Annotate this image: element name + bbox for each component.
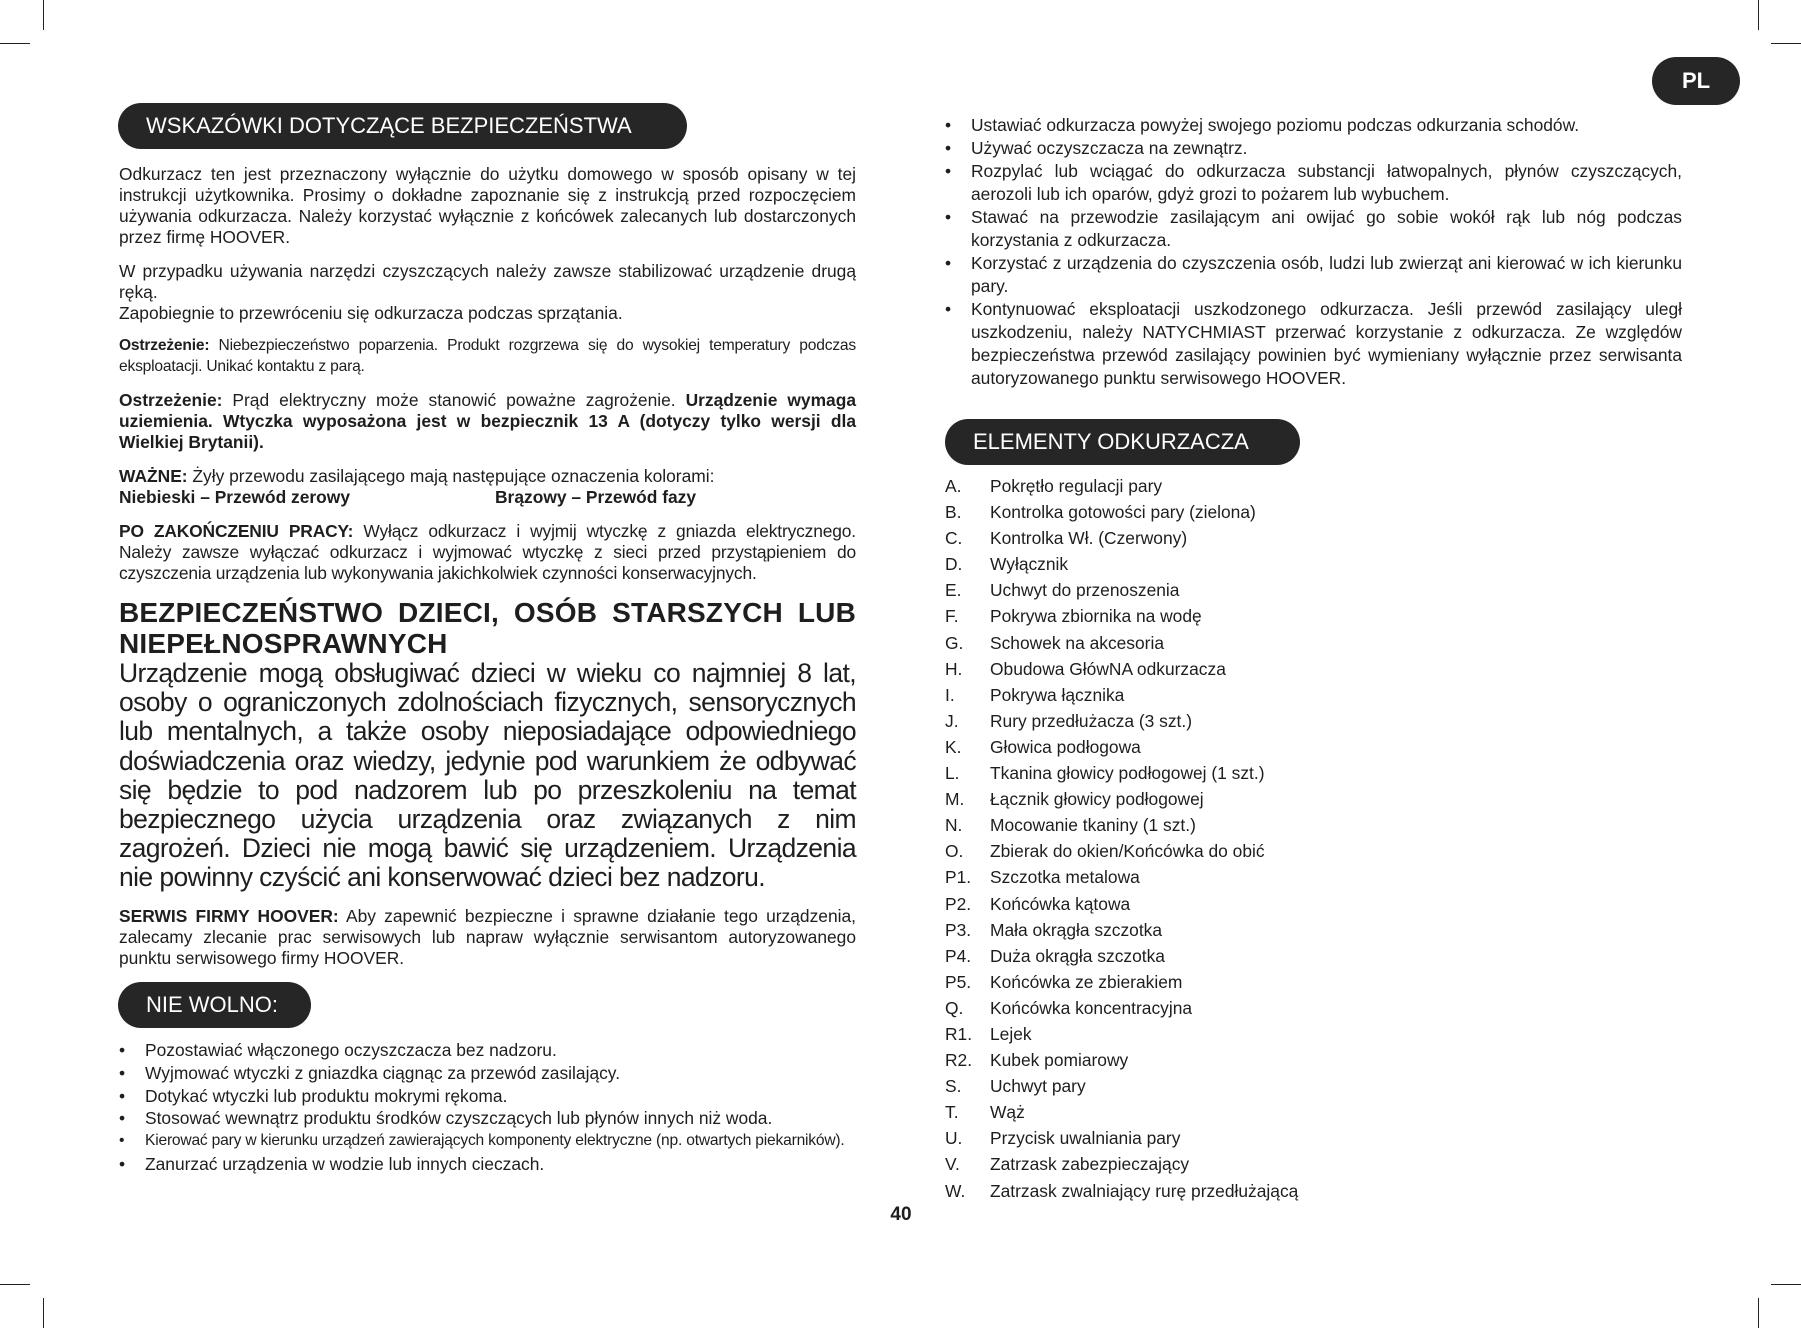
part-label: Tkanina głowicy podłogowej (1 szt.): [990, 763, 1265, 784]
part-label: Lejek: [990, 1023, 1032, 1044]
part-label: Pokrywa zbiornika na wodę: [990, 606, 1202, 627]
bullet-icon: •: [945, 299, 952, 319]
list-item: [945, 682, 1298, 708]
stabilize-paragraph: [119, 261, 856, 324]
language-tab: PL: [1652, 57, 1740, 105]
child-safety-heading: BEZPIECZEŃSTWO DZIECI, OSÓB STARSZYCH LUB NIEPEŁNOSPRAWNYCH: [119, 597, 856, 659]
part-code: P1.: [945, 867, 972, 888]
list-item: [945, 917, 1298, 943]
part-label: Mocowanie tkaniny (1 szt.): [990, 815, 1196, 836]
list-item: [119, 1153, 856, 1176]
part-code: T.: [945, 1102, 959, 1123]
earthing-text: Urządzenie wymaga uziemienia. Wtyczka wyposażona jest w bezpiecznik 13 A (dotyczy tylko wersji dla Wielkiej Brytanii).: [119, 390, 856, 452]
list-item-text: Kierować pary w kierunku urządzeń zawierających komponenty elektryczne (np. otwartych piekarników).: [145, 1132, 845, 1150]
part-code: W.: [945, 1180, 966, 1201]
bullet-icon: •: [945, 138, 952, 158]
list-item: [945, 298, 1682, 390]
part-code: D.: [945, 554, 963, 575]
part-label: Rury przedłużacza (3 szt.): [990, 710, 1192, 731]
list-item: [945, 551, 1298, 577]
part-code: P2.: [945, 893, 972, 914]
list-item: [945, 1151, 1298, 1177]
stabilize-text: W przypadku używania narzędzi czyszczących należy zawsze stabilizować urządzenie drugą ręką.: [119, 261, 856, 302]
blue-wire-label: Niebieski – Przewód zerowy: [119, 487, 350, 507]
safety-section-title: WSKAZÓWKI DOTYCZĄCE BEZPIECZEŃSTWA: [118, 103, 687, 149]
list-item: [945, 1178, 1298, 1204]
part-label: Kontrolka Wł. (Czerwony): [990, 528, 1188, 549]
list-item: [945, 812, 1298, 838]
dont-section-title: NIE WOLNO:: [118, 982, 311, 1028]
part-label: Uchwyt do przenoszenia: [990, 580, 1180, 601]
list-item: [945, 577, 1298, 603]
part-code: R1.: [945, 1023, 973, 1044]
list-item: [945, 708, 1298, 734]
crop-mark: [1771, 43, 1801, 44]
list-item: [945, 499, 1298, 525]
list-item: [945, 525, 1298, 551]
part-label: Wąż: [990, 1102, 1025, 1123]
part-label: Kontrolka gotowości pary (zielona): [990, 502, 1256, 523]
part-label: Pokrywa łącznika: [990, 684, 1125, 705]
list-item: [945, 603, 1298, 629]
list-item: [945, 1047, 1298, 1073]
list-item: [945, 891, 1298, 917]
list-item: [945, 630, 1298, 656]
warning-label: Ostrzeżenie:: [119, 337, 210, 354]
part-code: P5.: [945, 971, 972, 992]
list-item: [119, 1130, 856, 1153]
important-text: Żyły przewodu zasilającego mają następujące oznaczenia kolorami:: [187, 466, 715, 486]
bullet-icon: •: [945, 253, 952, 273]
part-label: Obudowa GłówNA odkurzacza: [990, 658, 1226, 679]
list-item: [945, 114, 1682, 137]
brown-wire-label: Brązowy – Przewód fazy: [495, 487, 697, 507]
part-code: I.: [945, 684, 955, 705]
bullet-icon: •: [119, 1040, 126, 1060]
service-label: SERWIS FIRMY HOOVER:: [119, 905, 339, 926]
bullet-icon: •: [119, 1153, 126, 1174]
part-label: Końcówka kątowa: [990, 893, 1131, 914]
burn-warning: [119, 335, 856, 377]
list-item: [945, 1021, 1298, 1047]
intro-paragraph: Odkurzacz ten jest przeznaczony wyłącznie do użytku domowego w sposób opisany w tej instrukcji użytkownika. Prosimy o dokładne zapoznanie się z instrukcją przed rozpoczęciem używania odkurzacza. Należy korzystać wyłącznie z końcówek zalecanych lub dostarczonych przez firmę HOOVER.: [119, 164, 856, 247]
list-item: [945, 656, 1298, 682]
list-item-text: Zanurzać urządzenia w wodzie lub innych cieczach.: [145, 1153, 545, 1174]
crop-mark: [43, 0, 44, 30]
list-item: [945, 206, 1682, 252]
list-item: [945, 969, 1298, 995]
part-code: Q.: [945, 997, 964, 1018]
part-label: Wyłącznik: [990, 554, 1069, 575]
list-item: [945, 473, 1298, 499]
part-code: M.: [945, 789, 965, 810]
wire-colors: [119, 487, 856, 508]
after-use-text: Wyłącz odkurzacz i wyjmij wtyczkę z gniazda elektrycznego. Należy zawsze wyłączać odkurzacz i wyjmować wtyczkę z sieci przed przystąpieniem do czyszczenia urządzenia lub wykonywania jakichkolwiek czynności konserwacyjnych.: [119, 521, 856, 583]
list-item-text: Korzystać z urządzenia do czyszczenia osób, ludzi lub zwierząt ani kierować w ich kierunku pary.: [971, 253, 1682, 296]
crop-mark: [43, 1298, 44, 1328]
list-item: [119, 1085, 856, 1108]
service-paragraph: [119, 906, 856, 969]
list-item: [945, 943, 1298, 969]
list-item: [945, 1125, 1298, 1151]
part-label: Łącznik głowicy podłogowej: [990, 789, 1204, 810]
part-code: N.: [945, 815, 963, 836]
list-item: [945, 1099, 1298, 1125]
list-item: [945, 137, 1682, 160]
part-label: Szczotka metalowa: [990, 867, 1140, 888]
part-label: Przycisk uwalniania pary: [990, 1128, 1181, 1149]
warning-label: Ostrzeżenie:: [119, 390, 223, 410]
part-label: Schowek na akcesoria: [990, 632, 1164, 653]
part-label: Mała okrągła szczotka: [990, 919, 1163, 940]
safety-section: [119, 164, 856, 982]
after-use-label: PO ZAKOŃCZENIU PRACY:: [119, 521, 354, 541]
part-code: L.: [945, 763, 960, 784]
part-code: C.: [945, 528, 963, 549]
crop-mark: [1758, 0, 1759, 30]
list-item: [945, 1073, 1298, 1099]
part-label: Kubek pomiarowy: [990, 1050, 1129, 1071]
warning-text: Niebezpieczeństwo poparzenia. Produkt rozgrzewa się do wysokiej temperatury podczas eksploatacji. Unikać kontaktu z parą.: [119, 337, 856, 375]
child-safety-text: Urządzenie mogą obsługiwać dzieci w wieku co najmniej 8 lat, osoby o ograniczonych zdolnościach fizycznych, sensorycznych lub mentalnych, a także osoby nieposiadające odpowiedniego doświadczenia oraz wiedzy, jedynie pod warunkiem że odbywać się będzie to pod nadzorem lub po przeszkoleniu na temat bezpiecznego użycia urządzenia oraz związanych z nim zagrożeń. Dzieci nie mogą bawić się urządzeniem. Urządzenia nie powinny czyścić ani konserwować dzieci bez nadzoru.: [119, 658, 856, 893]
part-label: Zbierak do okien/Końcówka do obić: [990, 841, 1265, 862]
crop-mark: [1758, 1298, 1759, 1328]
list-item-text: Rozpylać lub wciągać do odkurzacza substancji łatwopalnych, płynów czyszczących, aerozoli lub ich oparów, gdyż grozi to pożarem lub wybuchem.: [971, 161, 1682, 204]
part-code: A.: [945, 476, 962, 496]
prevent-text: Zapobiegnie to przewróceniu się odkurzacza podczas sprzątania.: [119, 303, 623, 323]
list-item: [945, 995, 1298, 1021]
part-label: Końcówka ze zbierakiem: [990, 971, 1183, 992]
part-code: O.: [945, 841, 964, 862]
part-code: H.: [945, 658, 963, 679]
list-item-text: Stosować wewnątrz produktu środków czyszczących lub płynów innych niż woda.: [145, 1108, 773, 1129]
bullet-icon: •: [119, 1062, 126, 1083]
list-item: [119, 1107, 856, 1130]
list-item: [945, 760, 1298, 786]
parts-list: [945, 473, 1298, 1204]
part-code: P4.: [945, 945, 972, 966]
bullet-icon: •: [945, 161, 952, 181]
part-code: G.: [945, 632, 964, 653]
part-label: Uchwyt pary: [990, 1076, 1086, 1097]
part-code: K.: [945, 736, 962, 757]
part-code: F.: [945, 606, 959, 627]
service-text: Aby zapewnić bezpieczne i sprawne działanie tego urządzenia, zalecamy zlecanie prac serwisowych lub napraw wyłącznie serwisantom autoryzowanego punktu serwisowego firmy HOOVER.: [119, 905, 857, 968]
part-label: Zatrzask zwalniający rurę przedłużającą: [990, 1180, 1299, 1201]
dont-list-right: [945, 114, 1682, 390]
important-line: [119, 466, 856, 487]
part-code: S.: [945, 1076, 962, 1097]
part-code: U.: [945, 1128, 963, 1149]
bullet-icon: •: [119, 1132, 125, 1150]
list-item-text: Wyjmować wtyczki z gniazdka ciągnąc za przewód zasilający.: [145, 1062, 621, 1083]
list-item-text: Ustawiać odkurzacza powyżej swojego poziomu podczas odkurzania schodów.: [971, 115, 1580, 135]
bullet-icon: •: [119, 1108, 126, 1129]
part-code: E.: [945, 580, 962, 601]
important-note: [119, 466, 856, 508]
bullet-icon: •: [945, 207, 952, 227]
crop-mark: [1771, 1284, 1801, 1285]
electric-warning: [119, 390, 856, 453]
list-item: [945, 734, 1298, 760]
list-item-text: Używać oczyszczacza na zewnątrz.: [971, 138, 1248, 158]
part-code: J.: [945, 710, 959, 731]
bullet-icon: •: [119, 1085, 126, 1106]
warning-text: Prąd elektryczny może stanowić poważne zagrożenie.: [222, 390, 686, 410]
part-label: Zatrzask zabezpieczający: [990, 1154, 1190, 1175]
after-use-paragraph: [119, 521, 856, 584]
important-label: WAŻNE:: [119, 466, 188, 486]
list-item: [945, 864, 1298, 890]
list-item: [945, 786, 1298, 812]
part-code: V.: [945, 1154, 960, 1175]
part-label: Głowica podłogowa: [990, 736, 1141, 757]
part-code: B.: [945, 502, 962, 523]
part-label: Pokrętło regulacji pary: [990, 476, 1163, 496]
crop-mark: [0, 43, 30, 44]
part-code: P3.: [945, 919, 972, 940]
page-number: 40: [890, 1204, 912, 1225]
parts-section-title: ELEMENTY ODKURZACZA: [945, 419, 1300, 465]
list-item-text: Dotykać wtyczki lub produktu mokrymi rękoma.: [145, 1085, 508, 1106]
part-label: Końcówka koncentracyjna: [990, 997, 1193, 1018]
part-code: R2.: [945, 1050, 973, 1071]
list-item: [945, 838, 1298, 864]
list-item: [119, 1062, 856, 1085]
list-item-text: Pozostawiać włączonego oczyszczacza bez nadzoru.: [145, 1040, 557, 1060]
list-item-text: Kontynuować eksploatacji uszkodzonego odkurzacza. Jeśli przewód zasilający uległ uszkodzeniu, należy NATYCHMIAST przerwać korzystanie z odkurzacza. Ze względów bezpieczeństwa przewód zasilający powinien być wymieniany wyłącznie przez serwisanta autoryzowanego punktu serwisowego HOOVER.: [971, 299, 1682, 388]
part-label: Duża okrągła szczotka: [990, 945, 1165, 966]
list-item-text: Stawać na przewodzie zasilającym ani owijać go sobie wokół rąk lub nóg podczas korzystania z odkurzacza.: [971, 207, 1682, 250]
crop-mark: [0, 1284, 30, 1285]
list-item: [945, 252, 1682, 298]
list-item: [119, 1039, 856, 1062]
bullet-icon: •: [945, 115, 952, 135]
dont-list-left: [119, 1039, 856, 1176]
list-item: [945, 160, 1682, 206]
